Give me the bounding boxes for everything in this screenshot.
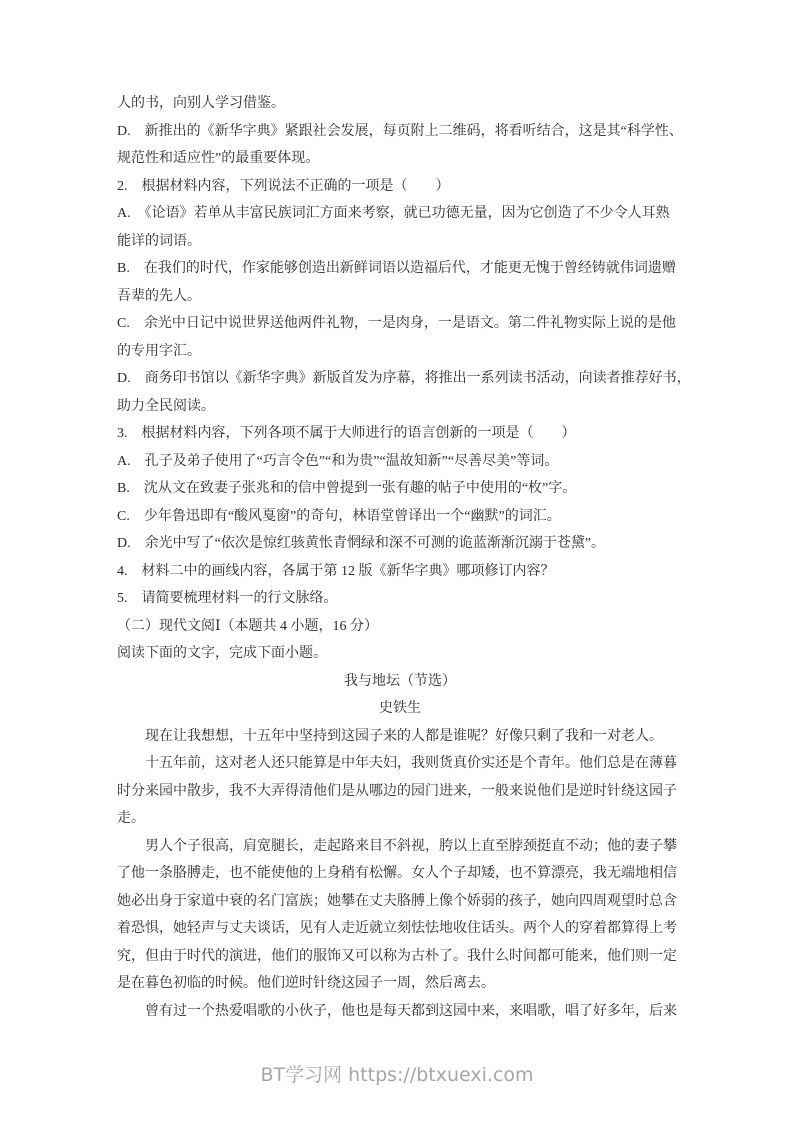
q2-option-a-line1: A. 《论语》若单从丰富民族词汇方面来考察，就已功德无量，因为它创造了不少令人耳熟 — [117, 206, 670, 221]
q2-option-a-line2: 能详的词语。 — [117, 233, 201, 249]
question-3-stem: 3. 根据材料内容，下列各项不属于大师进行的语言创新的一项是（ ） — [117, 426, 576, 441]
q2-option-c-line1: C. 余光中日记中说世界送他两件礼物，一是肉身，一是语文。第二件礼物实际上说的是他 — [117, 316, 676, 331]
passage-para3-line6: 是在暮色初临的时候。他们逆时针绕这园子一周，然后离去。 — [117, 976, 495, 991]
q3-option-d: D. 余光中写了“依次是惊红骇黄怅青惘绿和深不可测的诡蓝渐渐沉溺于苍黛”。 — [117, 536, 606, 551]
q1-option-d-line2: 规范性和适应性”的最重要体现。 — [117, 151, 320, 166]
passage-para3-line4: 着恐惧，她轻声与丈夫谈话，见有人走近就立刻怯怯地收住话头。两个人的穿着都算得上考 — [117, 921, 677, 936]
q2-option-c-line2: 的专用字汇。 — [117, 343, 201, 359]
passage-para2-line2: 时分来园中散步，我不大弄得清他们是从哪边的园门进来，一般来说他们是逆时针绕这园子 — [117, 783, 677, 799]
watermark-site-text: BT学习网 https://btxuexi.com — [260, 1064, 534, 1086]
passage-para3-line3: 她必出身于家道中衰的名门富族；她攀在丈夫胳膊上像个娇弱的孩子，她向四周观望时总含 — [117, 893, 677, 909]
passage-para1: 现在让我想想，十五年中坚持到这园子来的人都是谁呢？好像只剩了我和一对老人。 — [145, 728, 663, 744]
section-2-heading: （二）现代文阅Ⅰ（本题共 4 小题，16 分） — [117, 618, 379, 634]
question-2-stem: 2. 根据材料内容，下列说法不正确的一项是（ ） — [117, 178, 450, 194]
passage-para2-line1: 十五年前，这对老人还只能算是中年夫妇，我则货真价实还是个青年。他们总是在薄暮 — [145, 756, 677, 771]
q3-option-a: A. 孔子及弟子使用了“巧言令色”“和为贵”“温故知新”“尽善尽美”等词。 — [117, 453, 559, 469]
q2-option-d-line2: 助力全民阅读。 — [117, 398, 215, 414]
line-continuation-prev-page: 人的书，向别人学习借鉴。 — [117, 96, 285, 111]
q2-option-d-line1: D. 商务印书馆以《新华字典》新版首发为序幕，将推出一系列读书活动，向读者推荐好书， — [117, 371, 691, 386]
passage-para2-line3: 走。 — [117, 811, 145, 826]
passage-para3-line2: 了他一条胳膊走，也不能使他的上身稍有松懈。女人个子却矮，也不算漂亮，我无端地相信 — [117, 866, 677, 881]
passage-author: 史铁生 — [379, 701, 421, 716]
passage-para3-line1: 男人个子很高，肩宽腿长，走起路来目不斜视，胯以上直至脖颈挺直不动；他的妻子攀 — [145, 838, 677, 854]
q3-option-b: B. 沈从文在致妻子张兆和的信中曾提到一张有趣的帖子中使用的“枚”字。 — [117, 481, 577, 496]
passage-para4-line1: 曾有过一个热爱唱歌的小伙子，他也是每天都到这园中来，来唱歌，唱了好多年，后来 — [145, 1003, 677, 1019]
question-4-stem: 4. 材料二中的画线内容，各属于第 12 版《新华字典》哪项修订内容？ — [117, 563, 555, 579]
passage-title: 我与地坛（节选） — [344, 673, 456, 689]
q3-option-c: C. 少年鲁迅即有“酸风戛窗”的奇句，林语堂曾译出一个“幽默”的词汇。 — [117, 508, 561, 524]
q2-option-b-line2: 吾辈的先人。 — [117, 288, 201, 304]
passage-para3-line5: 究，但由于时代的演进，他们的服饰又可以称为古朴了。我什么时间都可能来，他们则一定 — [117, 948, 677, 964]
reading-instruction: 阅读下面的文字，完成下面小题。 — [117, 646, 327, 661]
question-5-stem: 5. 请简要梳理材料一的行文脉络。 — [117, 591, 338, 606]
q2-option-b-line1: B. 在我们的时代，作家能够创造出新鲜词语以造福后代，才能更无愧于曾经铸就伟词遗赠 — [117, 261, 676, 276]
exam-text-block — [117, 90, 691, 1025]
q1-option-d-line1: D. 新推出的《新华字典》紧跟社会发展，每页附上二维码，将看听结合，这是其“科学性、 — [117, 123, 683, 139]
